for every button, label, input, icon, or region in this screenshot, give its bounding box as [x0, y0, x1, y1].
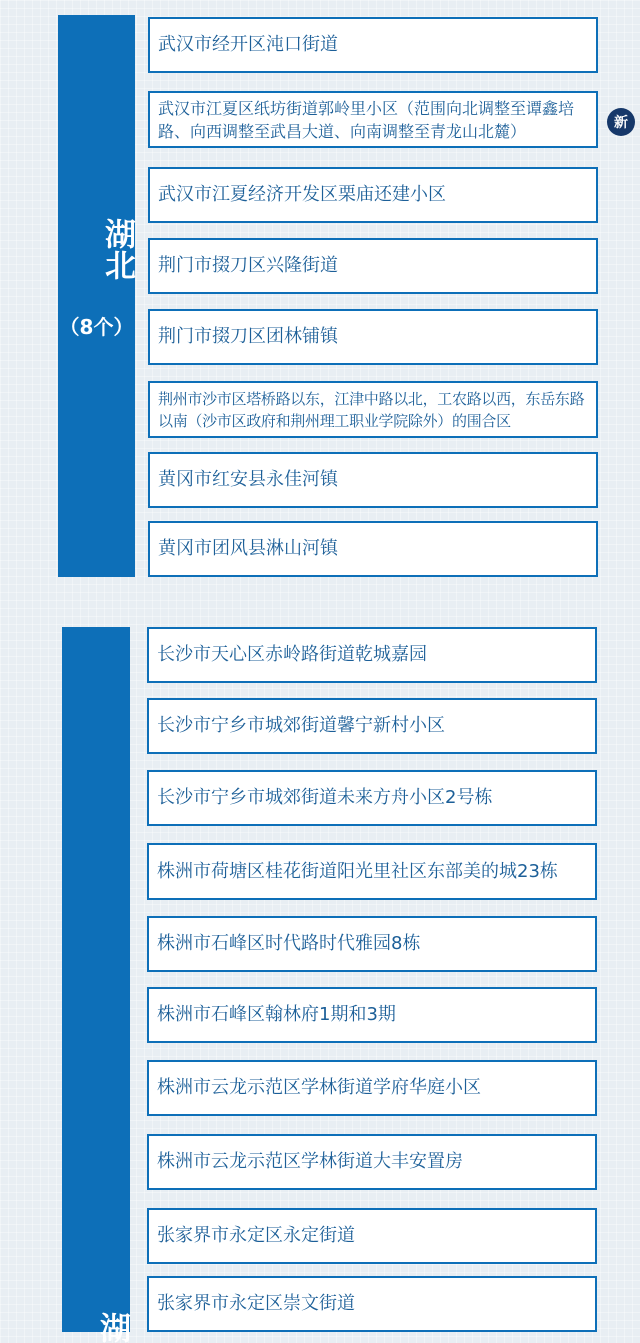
list-item: 武汉市江夏区纸坊街道郭岭里小区（范围向北调整至谭鑫培路、向西调整至武昌大道、向南调整至青龙山北麓）	[148, 91, 598, 148]
list-item: 株洲市石峰区时代路时代雅园8栋	[147, 916, 597, 972]
province-name: 湖	[94, 1312, 130, 1343]
list-item: 荆门市掇刀区兴隆街道	[148, 238, 598, 294]
list-item: 黄冈市团风县淋山河镇	[148, 521, 598, 577]
list-item: 张家界市永定区崇文街道	[147, 1276, 597, 1332]
list-item: 张家界市永定区永定街道	[147, 1208, 597, 1264]
list-item: 株洲市云龙示范区学林街道大丰安置房	[147, 1134, 597, 1190]
new-badge: 新	[607, 108, 635, 136]
list-item: 长沙市天心区赤岭路街道乾城嘉园	[147, 627, 597, 683]
list-item: 株洲市云龙示范区学林街道学府华庭小区	[147, 1060, 597, 1116]
hunan-province-label	[62, 627, 130, 1343]
list-item: 长沙市宁乡市城郊街道未来方舟小区2号栋	[147, 770, 597, 826]
list-item: 武汉市经开区沌口街道	[148, 17, 598, 73]
province-name: 湖北	[99, 218, 135, 280]
hubei-province-label	[58, 15, 135, 577]
list-item: 株洲市荷塘区桂花街道阳光里社区东部美的城23栋	[147, 843, 597, 900]
list-item: 黄冈市红安县永佳河镇	[148, 452, 598, 508]
province-count: （8个）	[59, 315, 134, 339]
list-item: 荆门市掇刀区团林铺镇	[148, 309, 598, 365]
list-item: 长沙市宁乡市城郊街道馨宁新村小区	[147, 698, 597, 754]
list-item: 株洲市石峰区翰林府1期和3期	[147, 987, 597, 1043]
list-item: 武汉市江夏经济开发区栗庙还建小区	[148, 167, 598, 223]
list-item: 荆州市沙市区塔桥路以东，江津中路以北，工农路以西，东岳东路以南（沙市区政府和荆州理工职业学院除外）的围合区	[148, 381, 598, 438]
